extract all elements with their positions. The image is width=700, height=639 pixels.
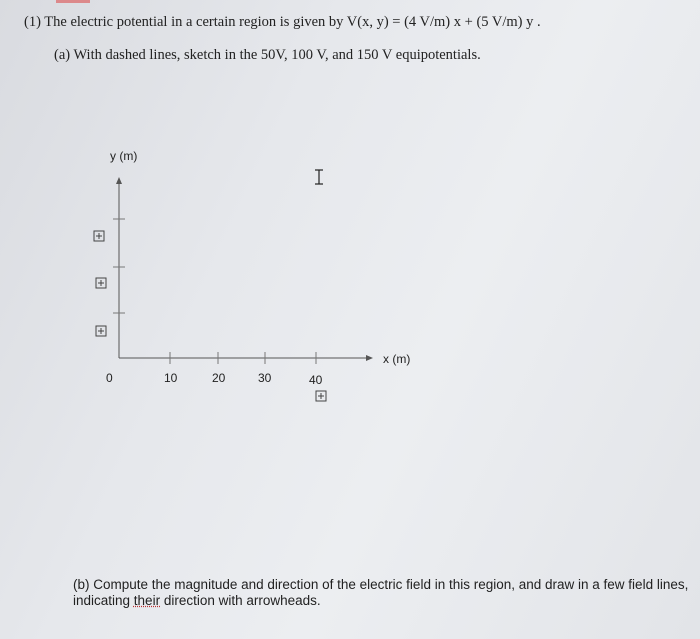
question-b-line2-post: direction with arrowheads.	[160, 593, 321, 608]
question-1-text: (1) The electric potential in a certain region is given by V(x, y) = (4 V/m) x + (5 V/m) y .	[24, 14, 541, 30]
plus-in-box-icon[interactable]	[96, 326, 106, 336]
x-tick-label: 10	[164, 371, 178, 385]
y-axis-arrowhead	[116, 177, 122, 184]
question-b-line2	[73, 593, 688, 609]
x-axis-arrowhead	[366, 355, 373, 361]
question-b-text	[73, 577, 688, 609]
y-axis-label: y (m)	[110, 149, 138, 163]
text-cursor-icon	[315, 170, 323, 184]
plus-in-box-icon[interactable]	[316, 391, 326, 401]
question-b-spellcheck-word: their	[133, 593, 161, 608]
origin-label: 0	[106, 371, 113, 385]
plus-in-box-icon[interactable]	[94, 231, 104, 241]
question-b-line1: (b) Compute the magnitude and direction of the electric field in this region, and draw in a few field lines,	[73, 577, 689, 592]
x-axis-label: x (m)	[383, 352, 411, 366]
x-tick-label: 20	[212, 371, 226, 385]
question-a-text: (a) With dashed lines, sketch in the 50V, 100 V, and 150 V equipotentials.	[54, 47, 481, 63]
x-tick-label: 40	[309, 373, 323, 387]
plus-in-box-icon[interactable]	[96, 278, 106, 288]
question-b-line2-pre: indicating	[73, 593, 134, 608]
x-tick-label: 30	[258, 371, 272, 385]
